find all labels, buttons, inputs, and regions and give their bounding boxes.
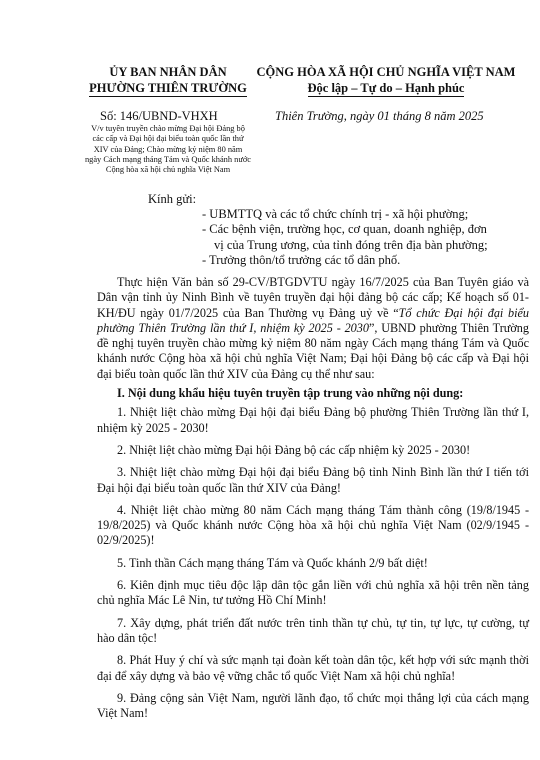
subject-line: XIV của Đảng; Chào mừng kỷ niệm 80 năm xyxy=(93,144,243,154)
slogan-item: 8. Phát Huy ý chí và sức mạnh tại đoàn kết toàn dân tộc, kết hợp với sức mạnh thời đại để xây dựng và bảo vệ vững chắc tổ quốc Việt Nam xã hội chủ nghĩa! xyxy=(97,653,529,683)
subject-line: Cộng hòa xã hội chủ nghĩa Việt Nam xyxy=(105,165,231,175)
intro-text-2: ”, UBND phường Thiên Trường đề nghị tuyên truyền chào mừng kỷ niệm 80 năm ngày Cách mạng tháng Tám và Quốc khánh nước Cộng hòa xã hội chủ nghĩa Việt Nam; Đại hội Đảng bộ các cấp và Đại hội đại biểu toàn quốc lần thứ XIV của Đảng cụ thể như sau: xyxy=(97,320,529,381)
document-number: Số: 146/UBND-VHXH xyxy=(100,109,218,123)
slogan-item: 1. Nhiệt liệt chào mừng Đại hội đại biểu Đảng bộ phường Thiên Trường lần thứ I, nhiệm kỳ 2025 - 2030! xyxy=(97,405,529,435)
national-motto-text: Độc lập – Tự do – Hạnh phúc xyxy=(307,81,465,95)
recipient-line: - Trưởng thôn/tổ trưởng các tổ dân phố. xyxy=(202,253,401,268)
authority-unit-text: PHƯỜNG THIÊN TRƯỜNG xyxy=(89,81,247,95)
recipients-list xyxy=(202,207,502,269)
recipient-line: - UBMTTQ và các tổ chức chính trị - xã hội phường; xyxy=(202,207,469,221)
slogan-item: 2. Nhiệt liệt chào mừng Đại hội Đảng bộ các cấp nhiệm kỳ 2025 - 2030! xyxy=(117,442,471,457)
place-date: Thiên Trường, ngày 01 tháng 8 năm 2025 xyxy=(275,109,484,123)
slogan-item: 4. Nhiệt liệt chào mừng 80 năm Cách mạng tháng Tám thành công (19/8/1945 - 19/8/2025) và Quốc khánh nước Cộng hòa xã hội chủ nghĩa Việt Nam (02/9/1945 - 02/9/2025)! xyxy=(97,502,529,548)
document-body xyxy=(97,275,529,728)
issuing-authority xyxy=(68,64,268,96)
subject-line: ngày Cách mạng tháng Tám và Quốc khánh nước xyxy=(84,154,252,164)
slogan-item: 6. Kiên định mục tiêu độc lập dân tộc gắn liền với chủ nghĩa xã hội trên nền tảng chủ nghĩa Mác Lê Nin, tư tưởng Hồ Chí Minh! xyxy=(97,578,529,608)
country-name: CỘNG HÒA XÃ HỘI CHỦ NGHĨA VIỆT NAM xyxy=(256,65,516,79)
national-title xyxy=(252,64,520,96)
intro-plan-title: Tổ chức Đại hội đại biểu phường Thiên Trường lần thứ I, nhiệm kỳ 2025 - 2030 xyxy=(97,305,530,335)
slogan-item: 7. Xây dựng, phát triển đất nước trên tinh thần tự chủ, tự tin, tự lực, tự cường, tự hào dân tộc! xyxy=(97,615,529,645)
subject-line: V/v tuyên truyền chào mừng Đại hội Đảng bộ xyxy=(91,124,245,133)
slogan-item: 3. Nhiệt liệt chào mừng Đại hội đại biểu Đảng bộ tỉnh Ninh Bình lần thứ I tiến tới Đại hội đại biểu toàn quốc lần thứ XIV của Đảng! xyxy=(97,465,529,495)
intro-paragraph xyxy=(97,275,529,382)
document-subject xyxy=(68,124,268,175)
intro-text-1: Thực hiện Văn bản số 29-CV/BTGDVTU ngày 16/7/2025 của Ban Tuyên giáo và Dân vận tỉnh ủy Ninh Bình về tuyên truyền đại hội đảng bộ các cấp; Kế hoạch số 01-KH/ĐU ngày 01/7/2025 của Ban Thường vụ Đảng uỷ về “ xyxy=(97,275,529,320)
authority-unit xyxy=(68,80,268,96)
recipient-line: - Các bệnh viện, trường học, cơ quan, doanh nghiệp, đơn xyxy=(202,222,487,237)
authority-name: ỦY BAN NHÂN DÂN xyxy=(109,65,227,79)
section-heading: I. Nội dung khẩu hiệu tuyên truyền tập trung vào những nội dung: xyxy=(117,386,464,401)
slogan-item: 9. Đảng cộng sản Việt Nam, người lãnh đạo, tổ chức mọi thắng lợi của cách mạng Việt Nam! xyxy=(97,690,529,721)
recipient-line: vị của Trung ương, của tỉnh đóng trên địa bàn phường; xyxy=(214,237,488,252)
recipients-label: Kính gửi: xyxy=(148,192,197,206)
national-motto xyxy=(252,80,520,96)
subject-line: các cấp và Đại hội đại biểu toàn quốc lần thứ xyxy=(92,134,244,144)
slogan-item: 5. Tinh thần Cách mạng tháng Tám và Quốc khánh 2/9 bất diệt! xyxy=(117,555,428,570)
